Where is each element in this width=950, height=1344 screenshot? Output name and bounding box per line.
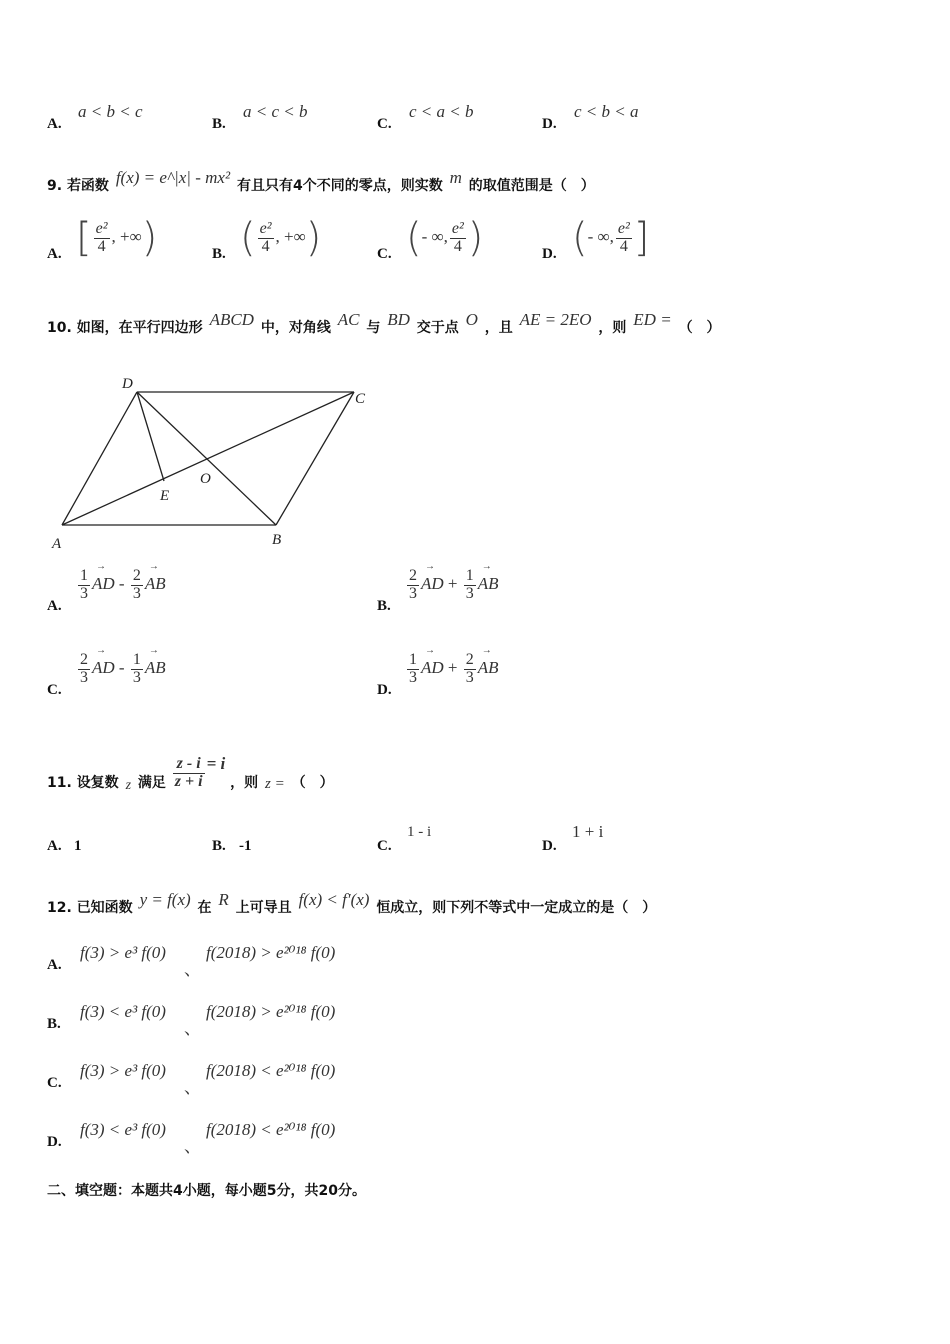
section-2-heading: 二、填空题：本题共4小题，每小题5分，共20分。 [47, 1183, 366, 1199]
q9-formula: f(x) = e^|x| - mx² [115, 168, 231, 187]
q10-abcd: ABCD [209, 310, 254, 329]
q12-option-d-expr2: f(2018) < e²⁰¹⁸ f(0) [206, 1120, 336, 1139]
q9-var: m [449, 168, 462, 187]
q12-option-b-expr2: f(2018) > e²⁰¹⁸ f(0) [206, 1002, 336, 1021]
q10-option-a-expr: $\frac{1}{3}$ → AD - $\frac{2}{3}$ → AB [76, 568, 166, 603]
q11-z: z [125, 778, 132, 794]
q9-text-2: 有且只有4个不同的零点，则实数 [236, 178, 443, 194]
q10-parallelogram-figure [40, 370, 390, 555]
q12-option-c-label: C. [47, 1075, 62, 1091]
q10-text-3: 与 [366, 320, 381, 336]
q12-option-c-expr2: f(2018) < e²⁰¹⁸ f(0) [206, 1061, 336, 1080]
q9-text-1: 若函数 [66, 178, 109, 194]
q11-text-3: ，则 [230, 775, 259, 792]
q10-text-2: 中，对角线 [260, 320, 331, 336]
q12-r: R [218, 890, 229, 909]
q8-option-a-expr: a < b < c [78, 102, 143, 121]
q11-option-c-value: 1 - i [407, 824, 432, 840]
q12-option-b-label: B. [47, 1016, 61, 1032]
q10-option-d-expr: $\frac{1}{3}$ → AD + $\frac{2}{3}$ → AB [405, 652, 499, 687]
q12-text-4: 恒成立，则下列不等式中一定成立的是（ ） [376, 900, 657, 916]
q12-option-c-sep: 、 [184, 1078, 201, 1097]
q11-option-d-value: 1 + i [572, 822, 604, 841]
q11-option-b-value: -1 [239, 838, 252, 854]
q12-option-a-expr2: f(2018) > e²⁰¹⁸ f(0) [206, 943, 336, 962]
q9-number: 9. [47, 178, 63, 194]
q10-text-7: （ ） [678, 320, 721, 336]
q10-option-c-expr: $\frac{2}{3}$ → AD - $\frac{1}{3}$ → AB [76, 652, 166, 687]
q9-option-a-label: A. [47, 246, 62, 262]
q9-option-c-expr: (- ∞, $\frac{\text{e²}}{4}$ ) [406, 215, 484, 261]
q8-option-a-label: A. [47, 116, 62, 132]
q10-text-4: 交于点 [416, 320, 459, 336]
question-10 [47, 310, 721, 337]
q8-option-d-expr: c < b < a [574, 102, 639, 121]
q12-option-a-label: A. [47, 957, 62, 973]
q12-option-d-expr1: f(3) < e³ f(0) [80, 1120, 166, 1139]
q11-option-a-label: A. [47, 838, 62, 854]
q9-option-d-expr: (- ∞, $\frac{\text{e²}}{4}$ ] [572, 215, 650, 261]
q10-o: O [465, 310, 478, 329]
q9-option-b-label: B. [212, 246, 226, 262]
q10-text-6: ，则 [598, 320, 627, 336]
side-bc [276, 392, 354, 525]
q11-option-b-label: B. [212, 838, 226, 854]
q11-option-c-label: C. [377, 838, 392, 854]
q8-option-b-label: B. [212, 116, 226, 132]
q10-bd: BD [387, 310, 410, 329]
q11-text-2: 满足 [137, 775, 166, 792]
q12-number: 12. [47, 900, 72, 916]
q10-option-b-expr: $\frac{2}{3}$ → AD + $\frac{1}{3}$ → AB [405, 568, 499, 603]
q10-option-a-label: A. [47, 598, 62, 614]
q11-text-4: （ ） [291, 775, 334, 792]
q10-number: 10. [47, 320, 72, 336]
label-e: E [160, 488, 170, 504]
side-da [62, 392, 137, 525]
q12-func: y = f(x) [139, 890, 191, 909]
q11-equation: $\frac{z - i}{z + i}$ = i [174, 754, 226, 790]
q9-option-b-expr: ( $\frac{\text{e²}}{4}$ , +∞) [240, 215, 322, 261]
q8-option-d-label: D. [542, 116, 557, 132]
q12-option-a-sep: 、 [184, 960, 201, 979]
q10-text-1: 如图，在平行四边形 [76, 320, 203, 336]
q11-option-a-value: 1 [74, 838, 82, 854]
label-b: B [272, 532, 282, 548]
q9-option-d-label: D. [542, 246, 557, 262]
label-d: D [122, 376, 133, 392]
q12-text-2: 在 [197, 900, 212, 916]
label-c: C [355, 391, 366, 407]
q10-text-5: ，且 [484, 320, 513, 336]
q9-text-3: 的取值范围是（ ） [468, 178, 595, 194]
q11-text-1: 设复数 [76, 775, 119, 792]
q8-option-c-label: C. [377, 116, 392, 132]
q12-option-d-label: D. [47, 1134, 62, 1150]
q11-option-d-label: D. [542, 838, 557, 854]
label-a: A [52, 536, 62, 552]
q9-option-a-expr: [ $\frac{\text{e²}}{4}$ , +∞) [76, 215, 158, 261]
q12-option-c-expr1: f(3) > e³ f(0) [80, 1061, 166, 1080]
q8-option-b-expr: a < c < b [243, 102, 308, 121]
q10-option-d-label: D. [377, 682, 392, 698]
q10-ed: ED = [633, 310, 672, 329]
q12-option-a-expr1: f(3) > e³ f(0) [80, 943, 166, 962]
q10-option-b-label: B. [377, 598, 391, 614]
question-11 [47, 754, 334, 801]
question-12 [47, 890, 657, 917]
q12-condition: f(x) < f′(x) [298, 890, 370, 909]
q10-ac: AC [337, 310, 360, 329]
q12-text-3: 上可导且 [235, 900, 292, 916]
q10-option-c-label: C. [47, 682, 62, 698]
q8-option-c-expr: c < a < b [409, 102, 474, 121]
diagonal-ac [62, 392, 354, 525]
label-o: O [200, 471, 211, 487]
question-9 [47, 168, 595, 195]
q12-option-d-sep: 、 [184, 1137, 201, 1156]
q11-number: 11. [47, 775, 72, 792]
q12-option-b-sep: 、 [184, 1019, 201, 1038]
q10-condition: AE = 2EO [519, 310, 592, 329]
q12-option-b-expr1: f(3) < e³ f(0) [80, 1002, 166, 1021]
q11-z-eq: z = [264, 776, 285, 793]
q9-option-c-label: C. [377, 246, 392, 262]
q12-text-1: 已知函数 [76, 900, 133, 916]
